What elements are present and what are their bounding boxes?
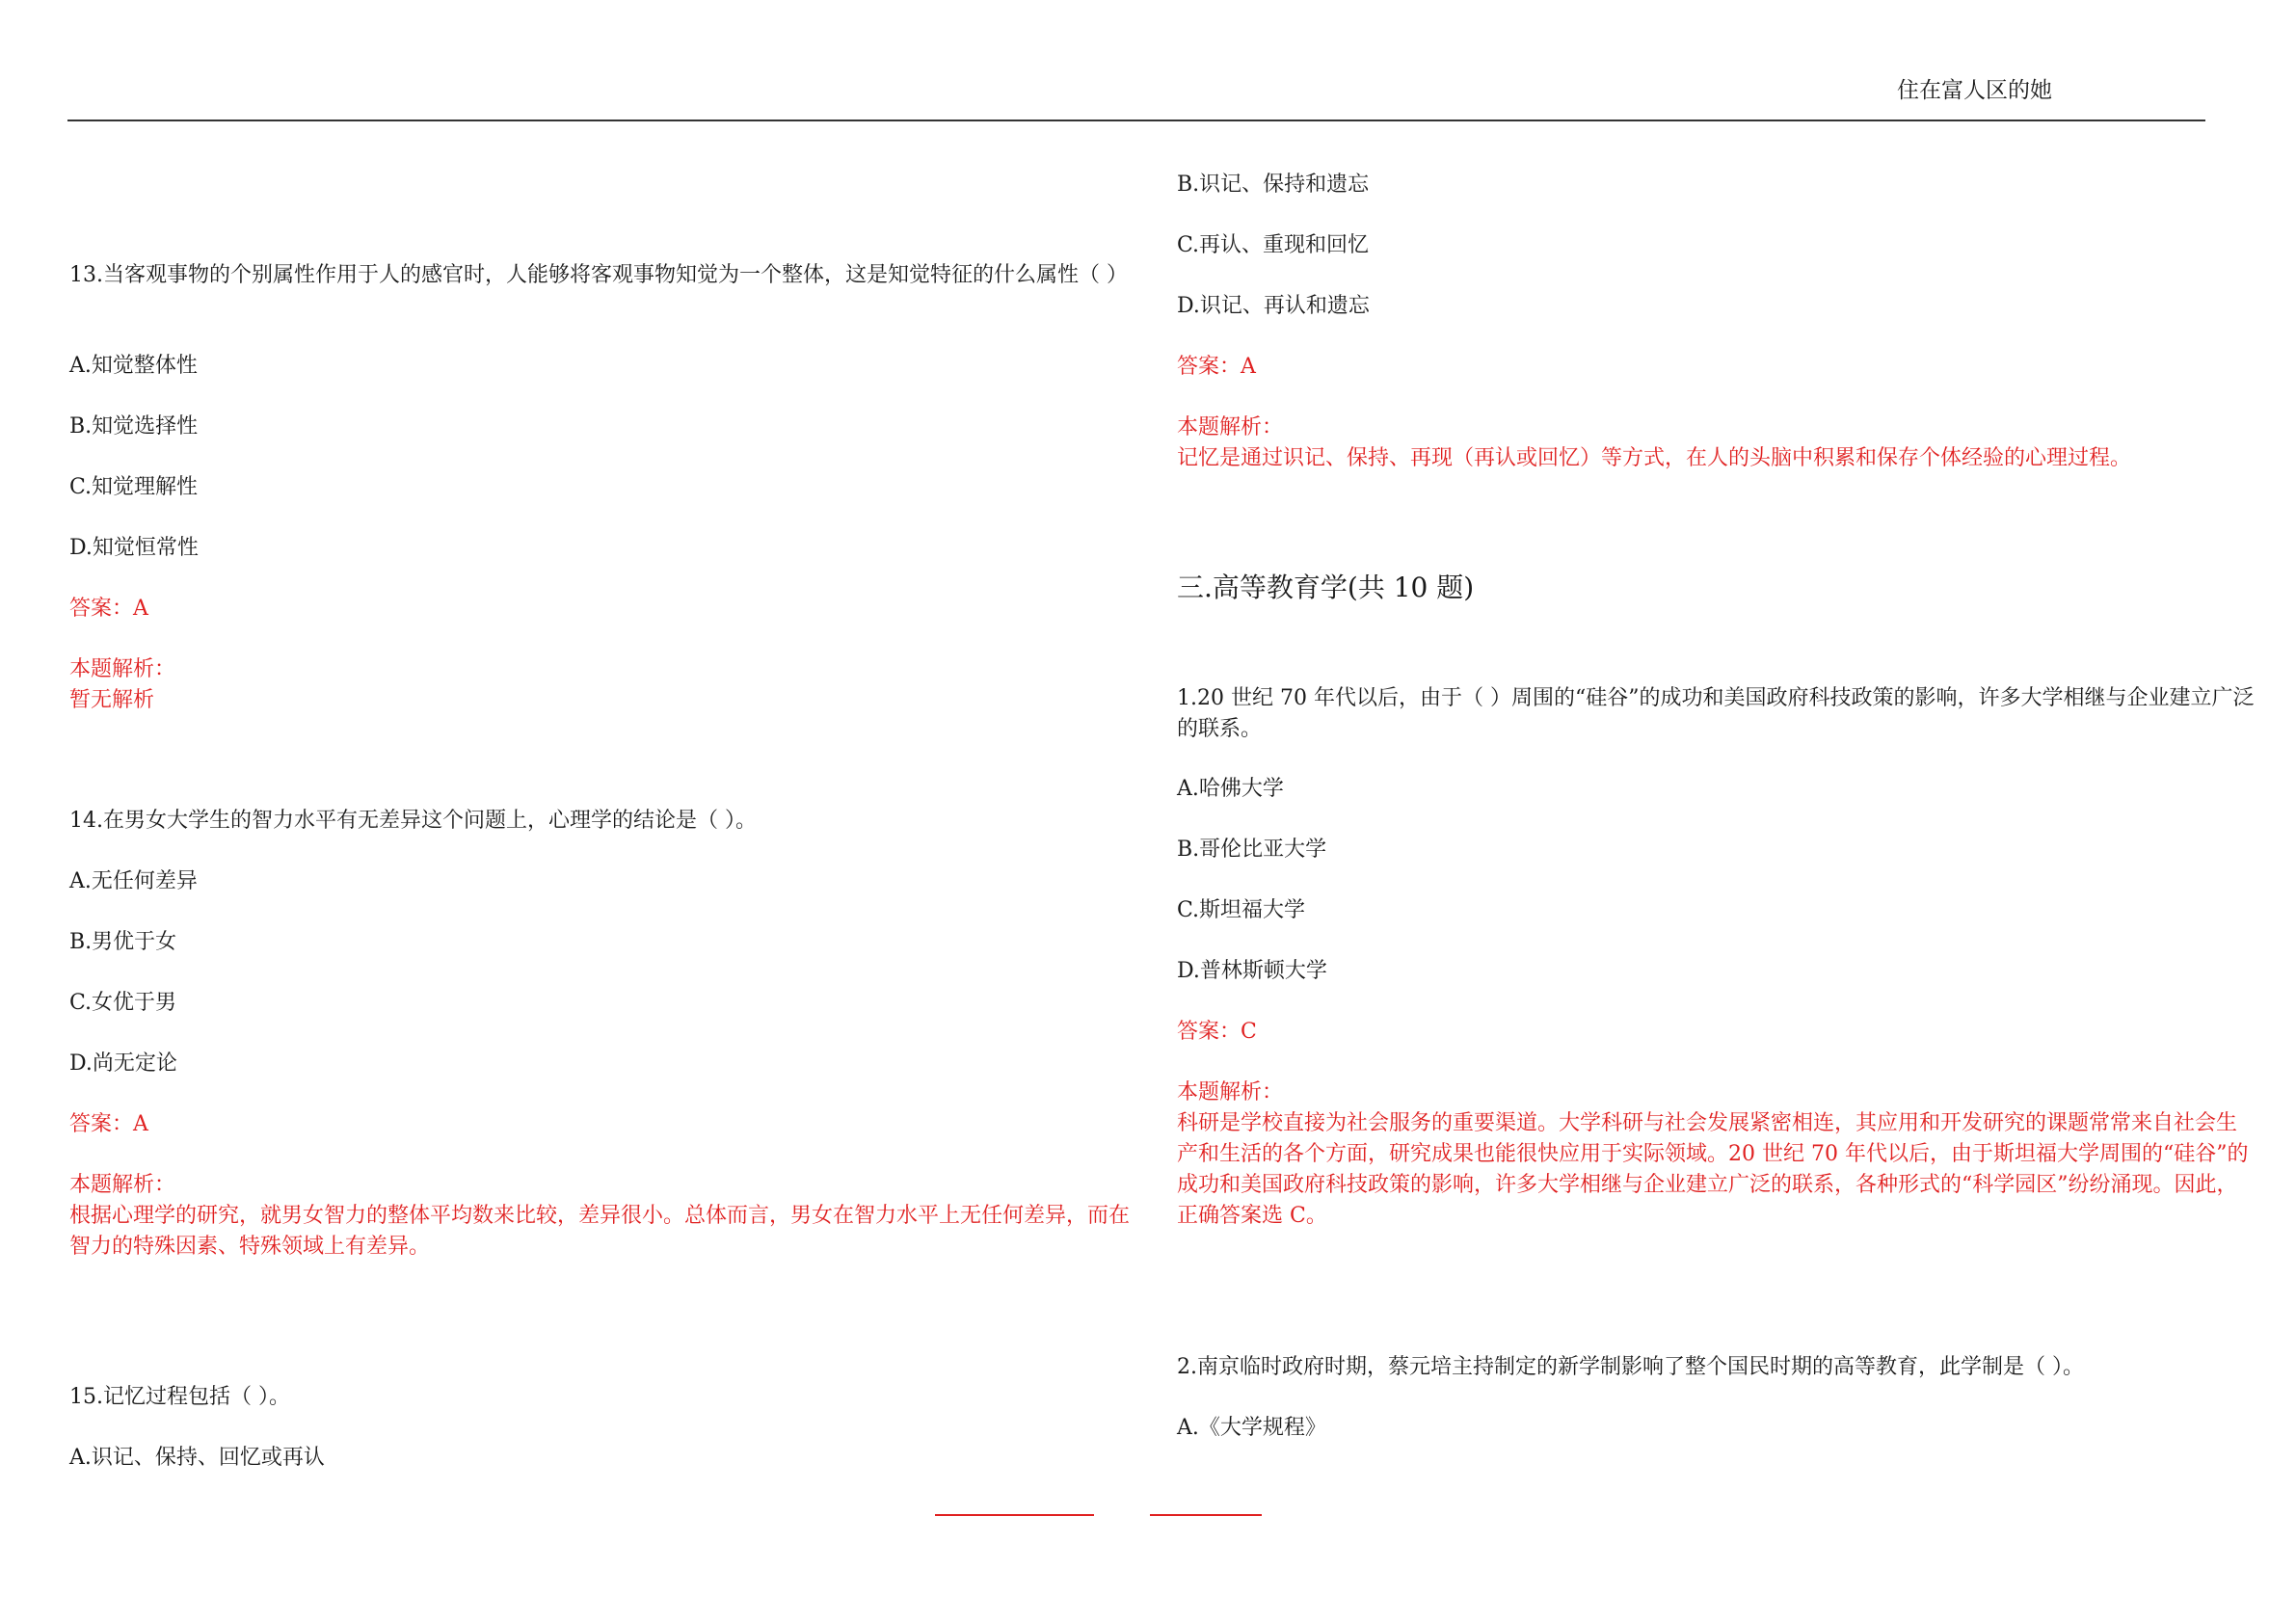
question-15-analysis-label: 本题解析： [1177,415,1284,439]
section3-question-2-option-a: A.《大学规程》 [1177,1416,1326,1440]
section-title: 三.高等教育学(共 10 题) [1177,572,1475,603]
question-15-stem: 15.记忆过程包括（ ）。 [69,1385,290,1409]
question-14-answer: 答案：A [69,1112,148,1136]
question-13-analysis-label: 本题解析： [69,657,176,681]
question-13-stem: 13.当客观事物的个别属性作用于人的感官时，人能够将客观事物知觉为一个整体，这是知觉特征的什么属性（ ） [69,263,1128,287]
question-14-analysis: 根据心理学的研究，就男女智力的整体平均数来比较，差异很小。总体而言，男女在智力水平上无任何差异，而在智力的特殊因素、特殊领域上有差异。 [69,1204,1131,1259]
question-15-option-c: C.再认、重现和回忆 [1177,233,1370,257]
question-15-answer: 答案：A [1177,355,1256,379]
section3-question-1-option-a: A.哈佛大学 [1177,777,1284,801]
question-14-option-a: A.无任何差异 [69,869,198,893]
question-15-option-b: B.识记、保持和遗忘 [1177,173,1370,197]
footer-rule-left [935,1514,1094,1516]
question-13-option-a: A.知觉整体性 [69,354,198,378]
section3-question-1-analysis-label: 本题解析： [1177,1080,1284,1104]
question-14-option-c: C.女优于男 [69,991,177,1015]
question-13-option-d: D.知觉恒常性 [69,536,199,560]
question-13-answer: 答案：A [69,597,148,621]
section3-question-2-stem: 2.南京临时政府时期，蔡元培主持制定的新学制影响了整个国民时期的高等教育，此学制是（ ）。 [1177,1355,2084,1379]
left-column [69,0,1149,1623]
question-13-option-c: C.知觉理解性 [69,475,199,499]
question-15-analysis: 记忆是通过识记、保持、再现（再认或回忆）等方式，在人的头脑中积累和保存个体经验的心理过程。 [1177,446,2132,470]
section3-question-1-option-c: C.斯坦福大学 [1177,898,1306,922]
question-14-option-d: D.尚无定论 [69,1051,177,1076]
page-header-title: 住在富人区的她 [1897,78,2052,103]
question-14-analysis-label: 本题解析： [69,1173,176,1197]
question-15-option-d: D.识记、再认和遗忘 [1177,294,1370,318]
section3-question-1-option-d: D.普林斯顿大学 [1177,959,1327,983]
question-14-stem: 14.在男女大学生的智力水平有无差异这个问题上，心理学的结论是（ ）。 [69,809,757,833]
section3-question-1-analysis: 科研是学校直接为社会服务的重要渠道。大学科研与社会发展紧密相连，其应用和开发研究的课题常常来自社会生产和生活的各个方面，研究成果也能很快应用于实际领域。20 世纪 70 年代以后，由于斯坦福大学周围的“硅谷”的成功和美国政府科技政策的影响，许多大学相继与企业建立广泛的联系，各种形式的“科学园区”纷纷涌现。因此，正确答案选 C。 [1177,1111,2249,1228]
section3-question-1-option-b: B.哥伦比亚大学 [1177,838,1327,862]
section3-question-1-answer: 答案：C [1177,1020,1257,1044]
question-13-analysis: 暂无解析 [69,688,155,712]
question-13-option-b: B.知觉选择性 [69,414,199,439]
section3-question-1-stem: 1.20 世纪 70 年代以后，由于（ ）周围的“硅谷”的成功和美国政府科技政策的影响，许多大学相继与企业建立广泛的联系。 [1177,686,2255,741]
question-15-option-a: A.识记、保持、回忆或再认 [69,1446,325,1470]
footer-rule-right [1150,1514,1262,1516]
question-14-option-b: B.男优于女 [69,930,177,954]
right-column [1177,0,2256,1623]
